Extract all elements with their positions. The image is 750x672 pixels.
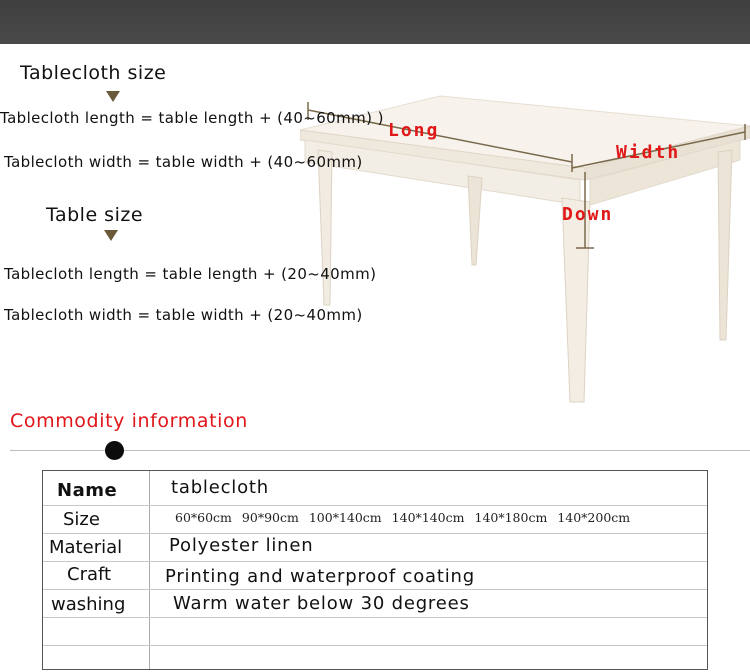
table-width-formula: Tablecloth width = table width + (20~40mm) <box>4 306 363 324</box>
long-label: Long <box>388 120 440 141</box>
name-value: tablecloth <box>171 477 269 498</box>
size-label: Size <box>63 509 100 530</box>
tablecloth-width-formula: Tablecloth width = table width + (40~60mm) <box>4 153 363 171</box>
name-label: Name <box>57 480 118 501</box>
size-option: 90*90cm <box>241 510 299 525</box>
craft-label: Craft <box>67 564 112 585</box>
washing-label: washing <box>51 594 126 615</box>
tablecloth-length-formula: Tablecloth length = table length + (40~60mm) ) <box>0 109 384 127</box>
washing-value: Warm water below 30 degrees <box>173 593 470 614</box>
table-length-formula: Tablecloth length = table length + (20~40mm) <box>4 265 377 283</box>
size-option: 140*180cm <box>474 510 548 525</box>
width-label: Width <box>616 142 681 163</box>
down-arrow-icon <box>106 91 120 102</box>
column-divider <box>149 471 150 669</box>
down-label: Down <box>562 204 614 225</box>
material-label: Material <box>49 537 123 558</box>
top-banner-bar <box>0 0 750 44</box>
table-illustration <box>300 80 750 420</box>
size-option: 140*140cm <box>391 510 465 525</box>
size-option: 100*140cm <box>308 510 382 525</box>
tablecloth-size-heading: Tablecloth size <box>20 62 167 84</box>
size-option: 60*60cm <box>175 510 232 525</box>
down-arrow-icon <box>104 230 118 241</box>
size-options <box>175 510 630 525</box>
bullet-dot-icon <box>105 441 124 460</box>
commodity-info-table <box>42 470 708 670</box>
material-value: Polyester linen <box>169 535 314 556</box>
size-option: 140*200cm <box>557 510 631 525</box>
commodity-info-title: Commodity information <box>10 410 248 432</box>
craft-value: Printing and waterproof coating <box>165 566 475 587</box>
table-size-heading: Table size <box>46 204 144 226</box>
